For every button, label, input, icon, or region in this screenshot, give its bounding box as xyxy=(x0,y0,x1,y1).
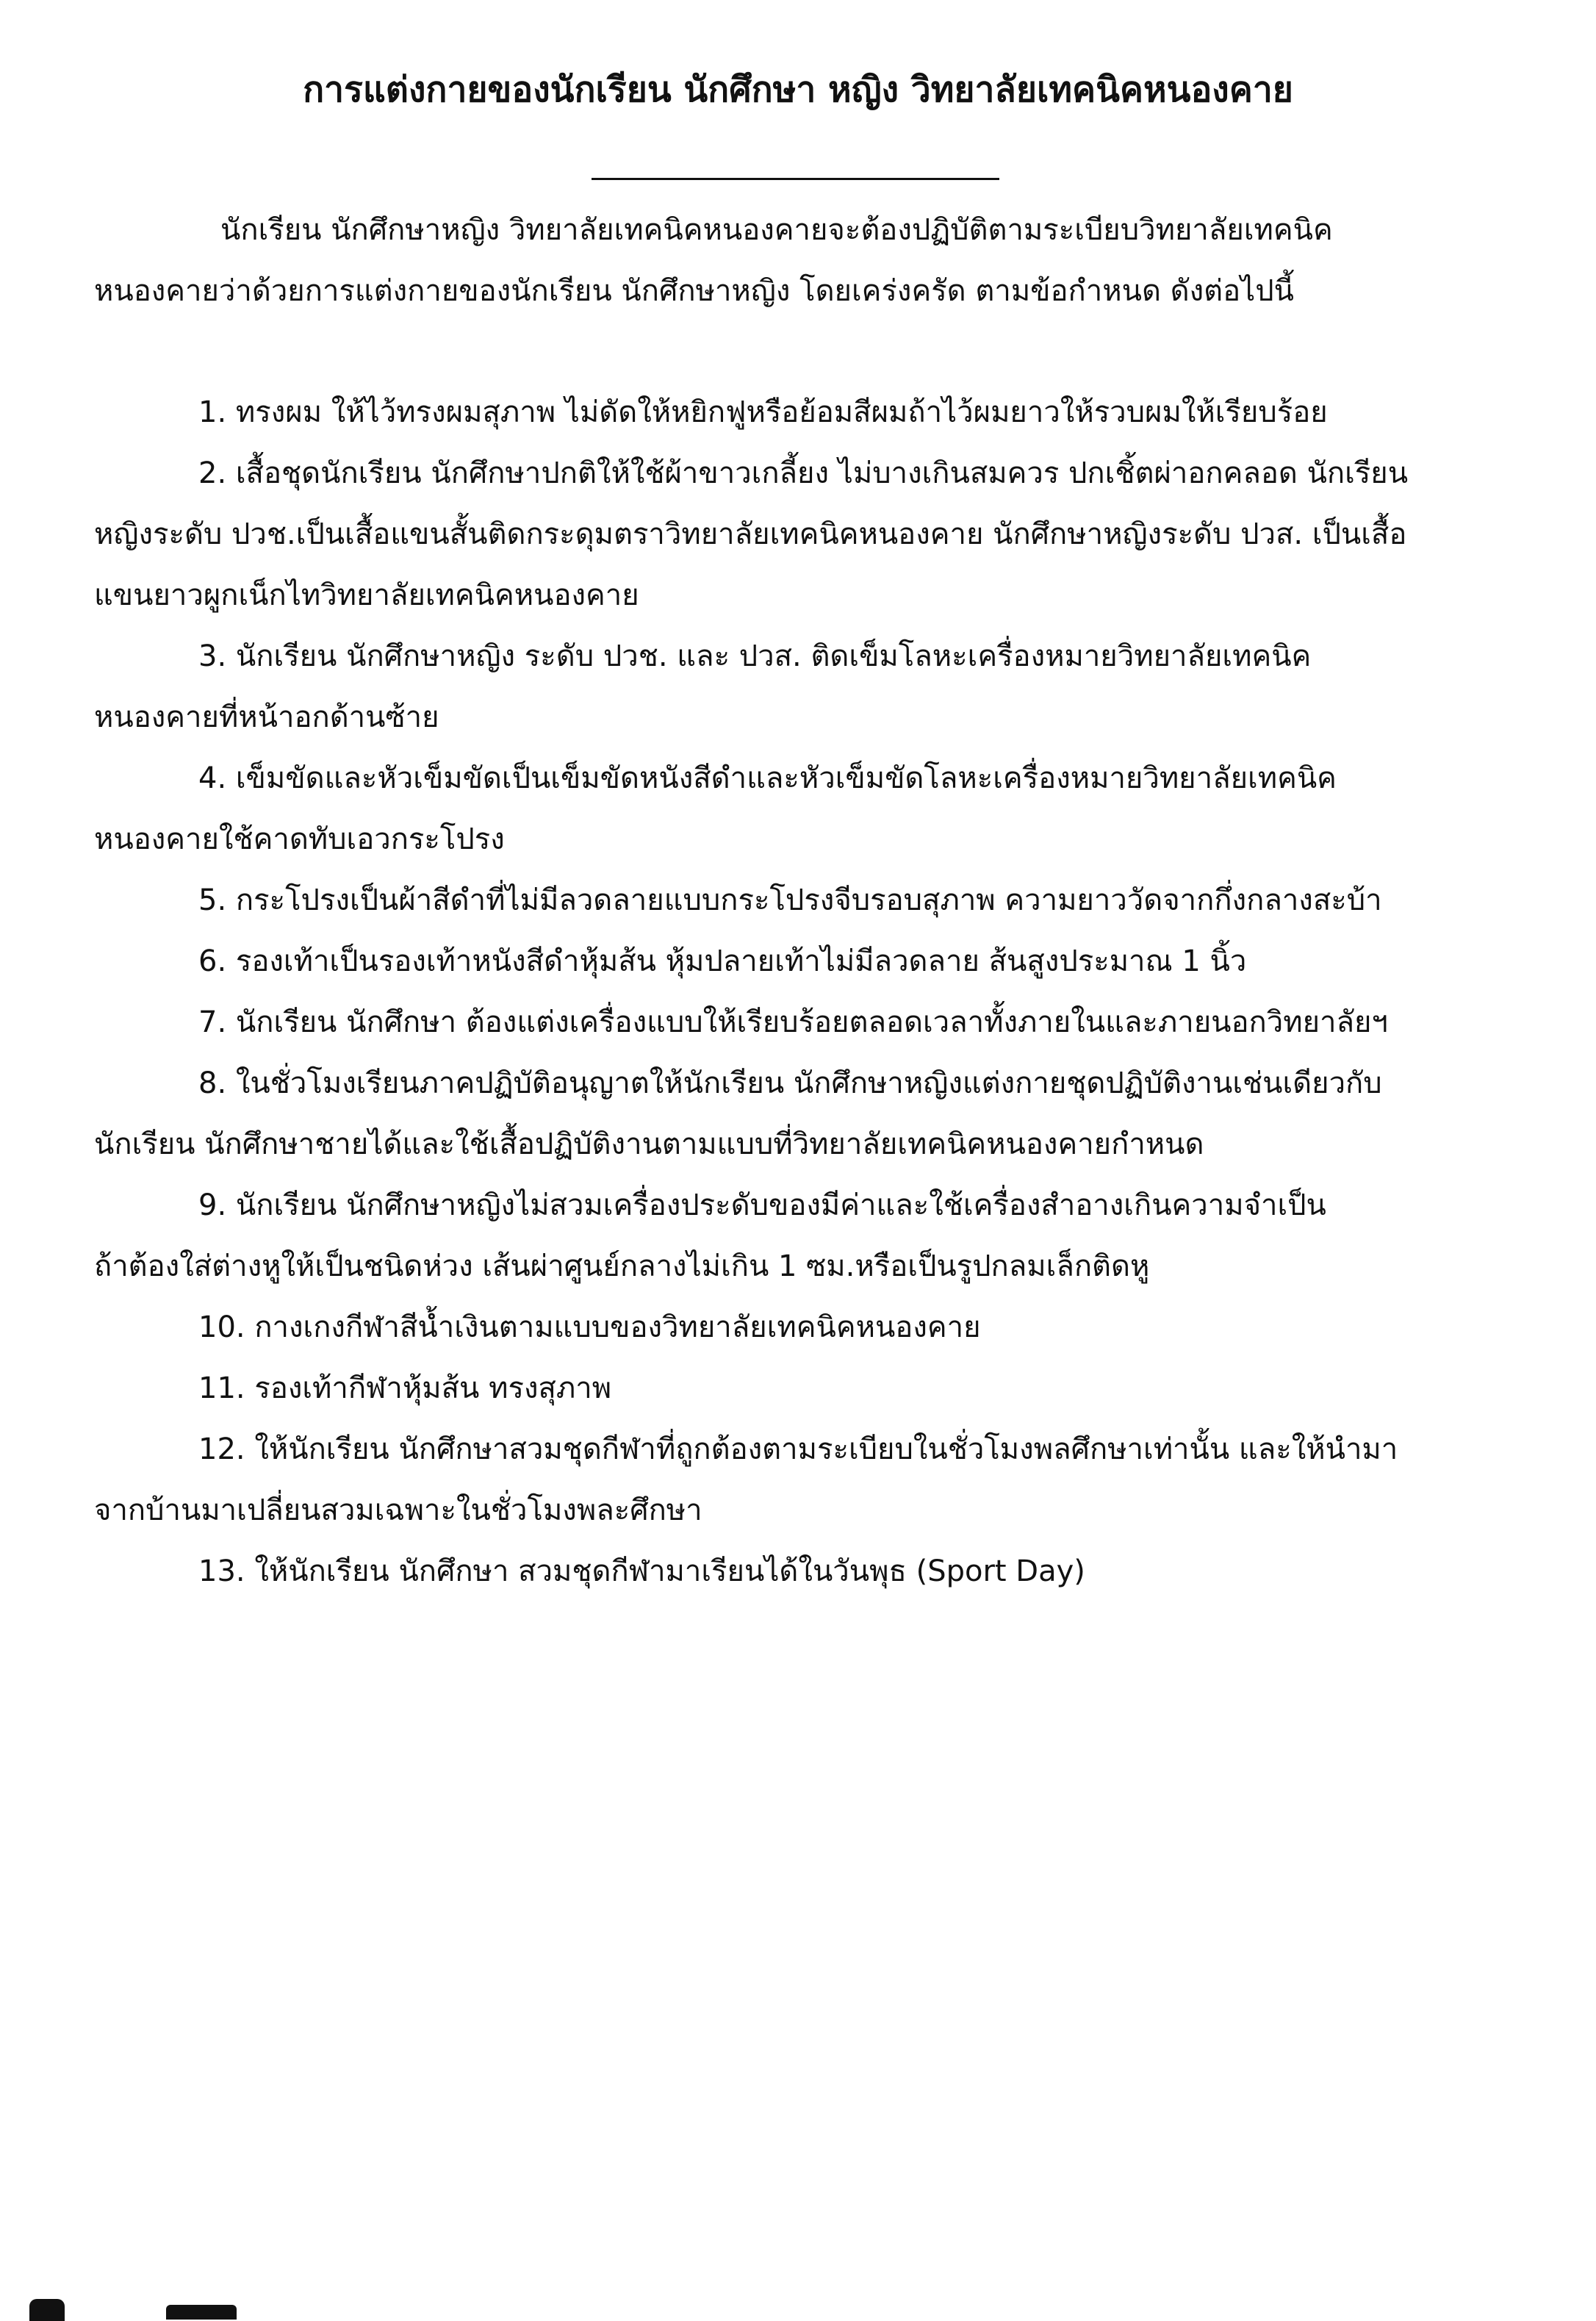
rule-10-line-1: 10. กางเกงกีฬาสีน้ำเงินตามแบบของวิทยาลัยเทคนิคหนองคาย xyxy=(198,1310,981,1344)
rule-12-line-2: จากบ้านมาเปลี่ยนสวมเฉพาะในชั่วโมงพละศึกษา xyxy=(94,1493,702,1527)
rule-2-line-3: แขนยาวผูกเน็กไทวิทยาลัยเทคนิคหนองคาย xyxy=(94,578,639,612)
rule-item-1 xyxy=(94,382,1505,443)
rule-item-5 xyxy=(94,870,1505,931)
rule-6-line-1: 6. รองเท้าเป็นรองเท้าหนังสีดำหุ้มส้น หุ้มปลายเท้าไม่มีลวดลาย ส้นสูงประมาณ 1 นิ้ว xyxy=(198,944,1247,978)
rule-9-line-1: 9. นักเรียน นักศึกษาหญิงไม่สวมเครื่องประดับของมีค่าและใช้เครื่องสำอางเกินความจำเป็น xyxy=(198,1188,1326,1222)
rule-3-line-2: หนองคายที่หน้าอกด้านซ้าย xyxy=(94,700,439,734)
rule-item-7 xyxy=(94,992,1505,1053)
rule-9-line-2: ถ้าต้องใส่ต่างหูให้เป็นชนิดห่วง เส้นผ่าศูนย์กลางไม่เกิน 1 ซม.หรือเป็นรูปกลมเล็กติดหู xyxy=(94,1249,1150,1283)
rule-2-line-2: หญิงระดับ ปวช.เป็นเสื้อแขนสั้นติดกระดุมตราวิทยาลัยเทคนิคหนองคาย นักศึกษาหญิงระดับ ปวส. เป็นเสื้อ xyxy=(94,517,1407,551)
rule-8-line-2: นักเรียน นักศึกษาชายได้และใช้เสื้อปฏิบัติงานตามแบบที่วิทยาลัยเทคนิคหนองคายกำหนด xyxy=(94,1127,1204,1161)
rule-4-line-2: หนองคายใช้คาดทับเอวกระโปรง xyxy=(94,822,505,856)
rule-13-line-1: 13. ให้นักเรียน นักศึกษา สวมชุดกีฬามาเรียนได้ในวันพุธ (Sport Day) xyxy=(198,1554,1085,1588)
rule-item-13 xyxy=(94,1541,1505,1602)
rule-11-line-1: 11. รองเท้ากีฬาหุ้มส้น ทรงสุภาพ xyxy=(198,1371,612,1405)
rule-1-line-1: 1. ทรงผม ให้ไว้ทรงผมสุภาพ ไม่ดัดให้หยิกฟูหรือย้อมสีผมถ้าไว้ผมยาวให้รวบผมให้เรียบร้อย xyxy=(198,395,1328,429)
document-title: การแต่งกายของนักเรียน นักศึกษา หญิง วิทยาลัยเทคนิคหนองคาย xyxy=(303,69,1293,110)
rule-item-10 xyxy=(94,1297,1505,1358)
rule-7-line-1: 7. นักเรียน นักศึกษา ต้องแต่งเครื่องแบบให้เรียบร้อยตลอดเวลาทั้งภายในและภายนอกวิทยาลัยฯ xyxy=(198,1005,1388,1039)
rule-item-6 xyxy=(94,931,1505,992)
rule-2-line-1: 2. เสื้อชุดนักเรียน นักศึกษาปกติให้ใช้ผ้าขาวเกลี้ยง ไม่บางเกินสมควร ปกเชิ้ตผ่าอกคลอด นักเรียน xyxy=(198,456,1409,490)
dress-code-rules-list xyxy=(94,382,1505,1602)
rule-5-line-1: 5. กระโปรงเป็นผ้าสีดำที่ไม่มีลวดลายแบบกระโปรงจีบรอบสุภาพ ความยาววัดจากกึ่งกลางสะบ้า xyxy=(198,883,1382,917)
rule-12-line-1: 12. ให้นักเรียน นักศึกษาสวมชุดกีฬาที่ถูกต้องตามระเบียบในชั่วโมงพลศึกษาเท่านั้น และให้นำมา xyxy=(198,1432,1398,1466)
rule-item-9 xyxy=(94,1175,1505,1297)
footer-edge-mark xyxy=(29,2299,65,2321)
intro-line-1: นักเรียน นักศึกษาหญิง วิทยาลัยเทคนิคหนองคายจะต้องปฏิบัติตามระเบียบวิทยาลัยเทคนิค xyxy=(220,213,1333,247)
rule-3-line-1: 3. นักเรียน นักศึกษาหญิง ระดับ ปวช. และ ปวส. ติดเข็มโลหะเครื่องหมายวิทยาลัยเทคนิค xyxy=(198,639,1312,673)
rule-item-8 xyxy=(94,1053,1505,1175)
intro-paragraph xyxy=(94,200,1505,322)
rule-item-2 xyxy=(94,443,1505,626)
intro-line-2: หนองคายว่าด้วยการแต่งกายของนักเรียน นักศึกษาหญิง โดยเคร่งครัด ตามข้อกำหนด ดังต่อไปนี้ xyxy=(94,274,1294,308)
rule-item-3 xyxy=(94,626,1505,748)
rule-8-line-1: 8. ในชั่วโมงเรียนภาคปฏิบัติอนุญาตให้นักเรียน นักศึกษาหญิงแต่งกายชุดปฏิบัติงานเช่นเดียวกับ xyxy=(198,1066,1382,1100)
rule-item-11 xyxy=(94,1358,1505,1419)
rule-item-12 xyxy=(94,1419,1505,1541)
footer-edge-mark xyxy=(166,2305,237,2320)
title-underline xyxy=(592,178,999,180)
rule-item-4 xyxy=(94,748,1505,870)
rule-4-line-1: 4. เข็มขัดและหัวเข็มขัดเป็นเข็มขัดหนังสีดำและหัวเข็มขัดโลหะเครื่องหมายวิทยาลัยเทคนิค xyxy=(198,761,1337,795)
